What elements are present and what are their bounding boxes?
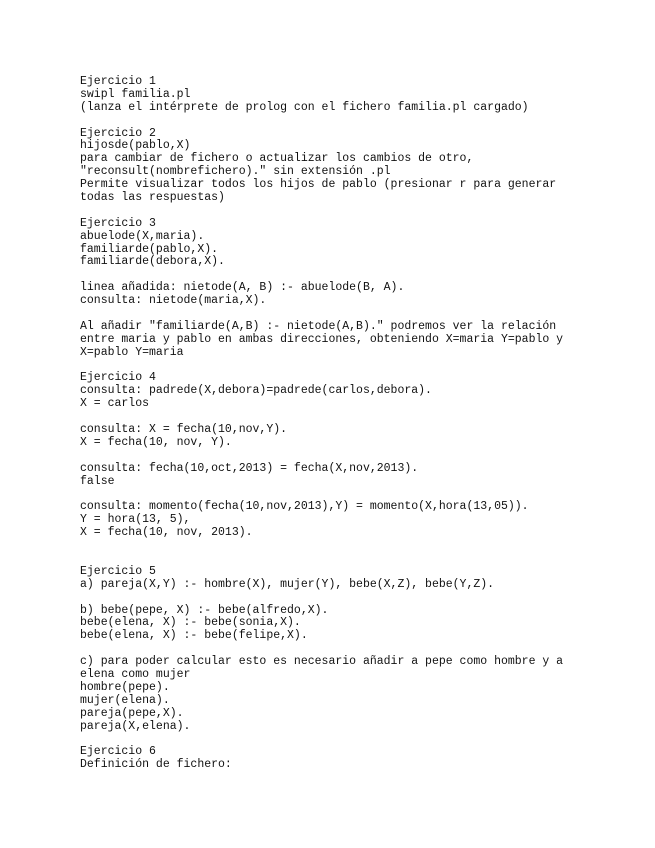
blank-line bbox=[80, 115, 640, 128]
text-line: hijosde(pablo,X) bbox=[80, 139, 191, 153]
text-line: c) para poder calcular esto es necesario añadir a pepe como hombre y a bbox=[80, 655, 564, 669]
text-line: X = fecha(10, nov, Y). bbox=[80, 435, 232, 449]
text-line: b) bebe(pepe, X) :- bebe(alfredo,X). bbox=[80, 603, 329, 617]
text-line: false bbox=[80, 474, 115, 488]
blank-line bbox=[80, 540, 640, 553]
text-line: bebe(elena, X) :- bebe(sonia,X). bbox=[80, 616, 301, 630]
text-line: familiarde(pablo,X). bbox=[80, 242, 219, 256]
text-line: pareja(pepe,X). bbox=[80, 706, 184, 720]
blank-line bbox=[80, 205, 640, 218]
text-line: swipl familia.pl bbox=[80, 87, 191, 101]
text-line: familiarde(debora,X). bbox=[80, 255, 225, 269]
section-heading: Ejercicio 2 bbox=[80, 126, 156, 140]
text-line: X=pablo Y=maria bbox=[80, 345, 184, 359]
blank-line bbox=[80, 553, 640, 566]
blank-line bbox=[80, 733, 640, 746]
text-line: X = fecha(10, nov, 2013). bbox=[80, 526, 253, 540]
text-line: Permite visualizar todos los hijos de pablo (presionar r para generar bbox=[80, 178, 557, 192]
text-line: para cambiar de fichero o actualizar los cambios de otro, bbox=[80, 152, 474, 166]
text-line: (lanza el intérprete de prolog con el fichero familia.pl cargado) bbox=[80, 100, 529, 114]
text-line: hombre(pepe). bbox=[80, 680, 170, 694]
text-line: consulta: padrede(X,debora)=padrede(carlos,debora). bbox=[80, 384, 432, 398]
text-line: Definición de fichero: bbox=[80, 758, 232, 772]
blank-line bbox=[80, 360, 640, 373]
text-line: linea añadida: nietode(A, B) :- abuelode(B, A). bbox=[80, 281, 405, 295]
section-heading: Ejercicio 1 bbox=[80, 75, 156, 88]
section-heading: Ejercicio 5 bbox=[80, 564, 156, 578]
blank-line bbox=[80, 592, 640, 605]
text-line: todas las respuestas) bbox=[80, 191, 225, 205]
text-line: consulta: fecha(10,oct,2013) = fecha(X,nov,2013). bbox=[80, 461, 419, 475]
text-line: bebe(elena, X) :- bebe(felipe,X). bbox=[80, 629, 308, 643]
section-heading: Ejercicio 6 bbox=[80, 745, 156, 759]
text-line: Y = hora(13, 5), bbox=[80, 513, 191, 527]
text-line: abuelode(X,maria). bbox=[80, 229, 205, 243]
text-line: consulta: momento(fecha(10,nov,2013),Y) = momento(X,hora(13,05)). bbox=[80, 500, 529, 514]
text-line: consulta: nietode(maria,X). bbox=[80, 294, 267, 308]
text-line: Al añadir "familiarde(A,B) :- nietode(A,B)." podremos ver la relación bbox=[80, 319, 557, 333]
text-line: X = carlos bbox=[80, 397, 150, 411]
document-body bbox=[80, 76, 640, 772]
blank-line bbox=[80, 308, 640, 321]
section-heading: Ejercicio 4 bbox=[80, 371, 156, 385]
text-line: a) pareja(X,Y) :- hombre(X), mujer(Y), bebe(X,Z), bebe(Y,Z). bbox=[80, 577, 495, 591]
text-line: "reconsult(nombrefichero)." sin extensión .pl bbox=[80, 165, 391, 179]
text-line: pareja(X,elena). bbox=[80, 719, 191, 733]
blank-line bbox=[80, 450, 640, 463]
text-line: consulta: X = fecha(10,nov,Y). bbox=[80, 423, 288, 437]
text-line: entre maria y pablo en ambas direcciones, obteniendo X=maria Y=pablo y bbox=[80, 332, 564, 346]
text-line: elena como mujer bbox=[80, 667, 191, 681]
section-heading: Ejercicio 3 bbox=[80, 216, 156, 230]
text-line: mujer(elena). bbox=[80, 693, 170, 707]
